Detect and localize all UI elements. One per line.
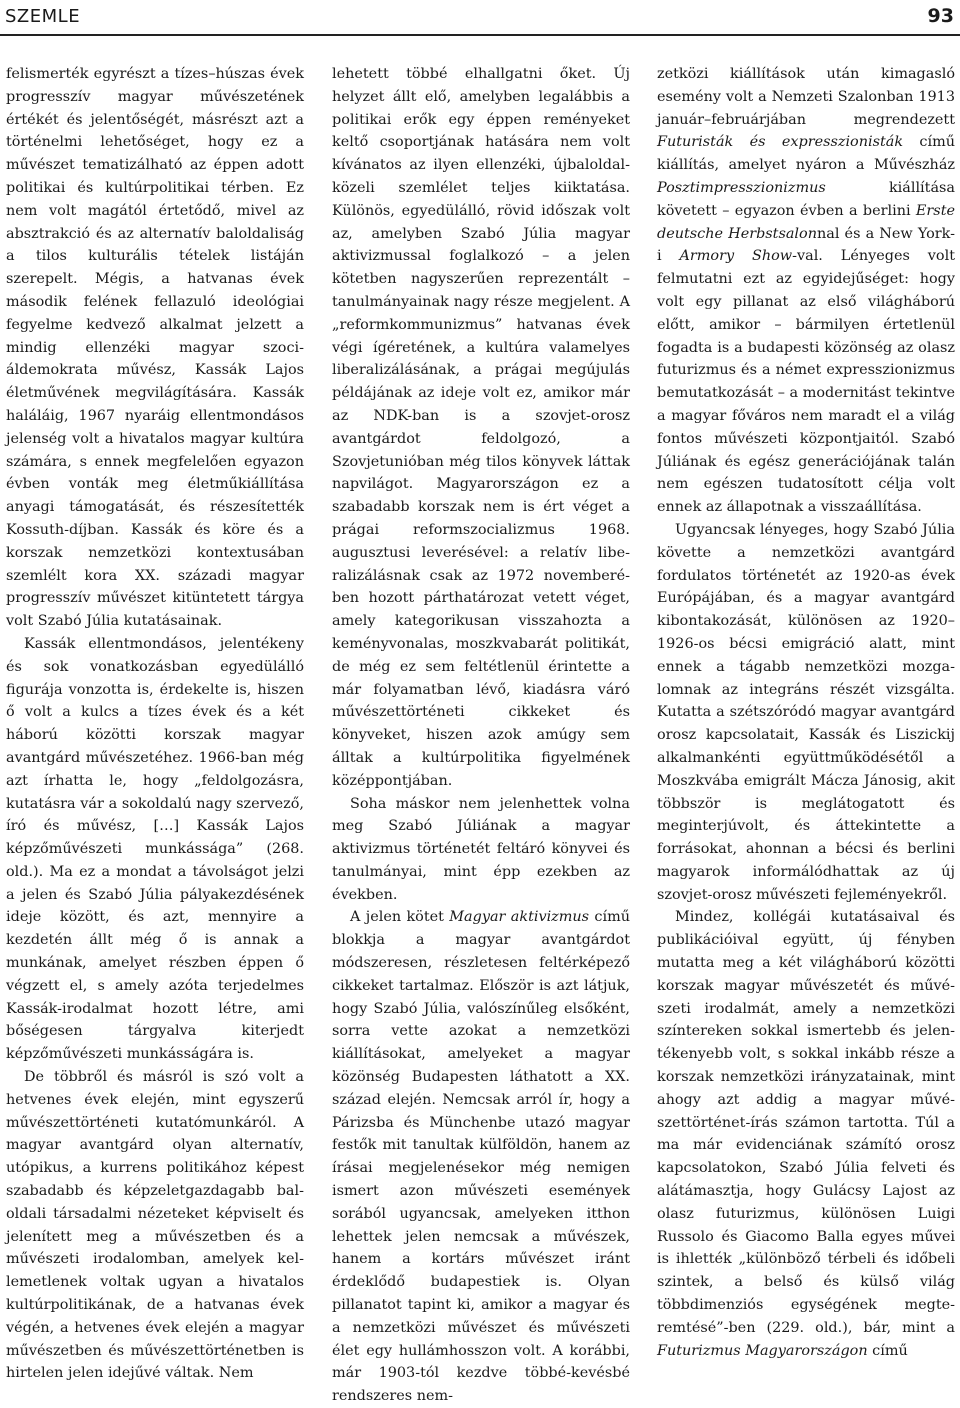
paragraph: Soha máskor nem jelenhettek volna meg Szabó Júliának a magyar aktivizmus történetét feltáró könyvei és tanulmányai, mint épp ezekben az években. — [332, 795, 630, 903]
paragraph: lehetett többé elhallgatni őket. Új helyzet állt elő, amelyben legalábbis a politikai erők egy éppen reményeket keltő csoportjának hatására nem volt kívánatos az ilyen ellenzéki, újbaloldal-közeli szemlélet teljes kiiktatása. Különös, egyedülálló, rövid időszak volt az, amelyben Szabó Júlia magyar aktivizmussal foglalkozó – a jelen kötetben nagyszerűen reprezentált – tanulmányainak nagy része megjelent. A „reformkommunizmus” hatvanas évek végi ígéretének, a kultúra valamelyes liberalizálásának, a prágai megújulás példájának az ideje volt ez, amikor már az NDK-ban is a szovjet-orosz avantgárdot feldolgozó, a Szovjetunióban még tilos könyvek láttak napvilágot. Magyarországon ez a szabadabb korszak nem is ért véget a prágai reformszocializmus 1968. augusztusi leverésével: a relatív liberalizálásnak csak az 1972 novemberében hozott párthatározat vetett véget, amely kategorikusan visszahozta a keményvonalas, moszkvabarát politikát, de még ez sem feltétlenül érintette a már folyamatban lévő, kiadásra váró művészettörténeti cikkeket és könyveket, hiszen azok amúgy sem álltak a kultúrpolitika figyelmének középpontjában. — [332, 66, 630, 789]
paragraph: A jelen kötet Magyar aktivizmus című blokkja a magyar avantgárdot módszeresen, részletesen feltérképező cikkeket tartalmaz. Először is azt látjuk, hogy Szabó Júlia, valószínűleg elsőként, sorra vette azokat a nemzetközi kiállításokat, amelyeket a magyar közönség Budapesten láthatott a XX. század elején. Nemcsak arról ír, hogy a Párizsba és Münchenbe utazó magyar festők mit tanultak külföldön, hanem az írásai megjelenésekor még nemigen ismert azon művészeti események sorából ugyancsak, amelyeken itthon lehettek jelen nemcsak a művészek, hanem a kortárs művészet iránt érdeklődő budapestiek is. Olyan pillanatot tapint ki, amikor a magyar és a nemzetközi művészet és művészeti élet egy hullámhosszon volt. A korábbi, már 1903-tól kezdve többé-kevésbé rendszeres nem- — [332, 909, 631, 1405]
paragraph: Mindez, kollégái kutatásaival és publikációival együtt, új fényben mutatta meg a két világháború közötti korszak magyar művészetét és művészeti irodalmát, amely a nemzetközi színtereken sokkal ismertebb és jelentékenyebb volt, s sokkal inkább része a korszak nemzetközi irányzatainak, mint ahogy azt addig a magyar művészettörténet-írás számon tartotta. Túl a ma már evidenciának számító orosz kapcsolatokon, Szabó Júlia felveti és alátámasztja, hogy Gulácsy Lajost az olasz futurizmus, különösen Luigi Russolo és Giacomo Balla egyes művei is ihlették „különböző térbeli és időbeli szintek, a belső és külső világ többdimenziós egységének megteremtésé”-ben (229. old.), bár, mint a Futurizmus Magyarországon című — [657, 909, 955, 1359]
text-column-1 — [6, 63, 304, 1385]
running-head: SZEMLE — [5, 6, 81, 27]
paragraph: zetközi kiállítások után kimagasló esemény volt a Nemzeti Szalonban 1913 január–februárjában megrendezett Futuristák és expresszionisták című kiállítás, amelyet nyáron a Művészház Posztimpresszionizmus kiállítása követett – egyazon évben a berlini Erste deutsche Herbstsalonnal és a New York-i Armory Show-val. Lényeges volt felmutatni ezt az egyidejűséget: hogy volt egy pillanat az első világháború előtt, amikor – bármilyen értetlenül fogadta is a budapesti közönség az olasz futurizmus és a német expresszionizmus bemutatkozását – a modernitást tekintve a magyar főváros nem maradt el a világ fontos művészeti központjaitól. Szabó Júliának és egész generációjának talán nem egészen tudatosított célja volt ennek az állapotnak a visszaállítása. — [657, 66, 955, 516]
paragraph: Ugyancsak lényeges, hogy Szabó Júlia követte a nemzetközi avantgárd fordulatos történetét az 1920-as évek Európájában, és a magyar avantgárd kibontakozását, különösen az 1920–1926-os bécsi emigráció alatt, mint ennek a tágabb nemzetközi mozgalomnak az integráns részét vizsgálta. Kutatta a szétszóródó magyar avantgárd orosz kapcsolatait, Kassák és Liszickij alkalmankénti együttműködésétől a Moszkvába emigrált Mácza Jánosig, akit többször is meglátogatott és meginterjúvolt, és áttekintette a forrásokat, ahonnan a bécsi és berlini magyarok informálódhattak az új szovjet-orosz művészeti fejleményekről. — [657, 521, 955, 903]
page-header — [0, 0, 960, 36]
paragraph: felismerték egyrészt a tízes–húszas évek progresszív magyar művészetének értékét és jelentőségét, másrészt azt a történelmi lehetőséget, hogy ez a művészet tematizálható az éppen adott politikai és kultúrpolitikai térben. Ez nem volt magától értetődő, mivel az absztrakció és az alternatív baloldaliság a tilos kulturális tételek listáján szerepelt. Mégis, a hatvanas évek második felének fellazuló ideológiai fegyelme kedvező alkalmat jelzett a mindig ellenzéki magyar szociáldemokrata művész, Kassák Lajos életművének megvilágítására. Kassák haláláig, 1967 nyaráig ellentmondásos jelenség volt a hivatalos magyar kultúra számára, s ennek megfelelően egyazon évben vonták meg életműkiállítása anyagi támogatását, és részesítették Kossuth-díjban. Kassák és köre és a korszak nemzetközi kontextusában szemlélt kora XX. századi magyar progresszív művészet kitüntetett tárgya volt Szabó Júlia kutatásainak. — [6, 66, 304, 630]
page-number: 93 — [927, 5, 954, 27]
paragraph: De többről és másról is szó volt a hetvenes évek elején, mint egyszerű művészettörténeti kutatómunkáról. A magyar avantgárd olyan alternatív, utópikus, a kurrens politikához képest szabadabb és képzeletgazdagabb baloldali társadalmi nézeteket képviselt és jelenített meg a művészetben és a művészeti irodalomban, amelyek kellemetlenek voltak ugyan a hivatalos kultúrpolitikának, de a hatvanas évek végén, a hetvenes évek elején a magyar művészetben és művészettörténetben is hirtelen jelen idejűvé váltak. Nem — [6, 1069, 304, 1382]
paragraph: Kassák ellentmondásos, jelentékeny és sok vonatkozásban egyedülálló figurája vonzotta is, érdekelte is, hiszen ő volt a kulcs a tízes évek és a két háború közötti korszak magyar avantgárd művészetéhez. 1966-ban még azt írhatta le, hogy „feldolgozásra, kutatásra vár a sokoldalú nagy szervező, író és művész, […] Kassák Lajos képzőművészeti munkássága” (268. old.). Ma ez a mondat a távolságot jelzi a jelen és Szabó Júlia pályakezdésének ideje között, és azt, mennyire a kezdetén állt még ő is annak a munkának, amelyet részben éppen ő végzett el, s amely azóta terjedelmes Kassák-irodalmat hozott létre, ami bőségesen tárgyalva kiterjedt képzőművészeti munkásságára is. — [6, 635, 304, 1063]
text-column-3 — [657, 63, 955, 1362]
text-column-2 — [332, 63, 630, 1408]
